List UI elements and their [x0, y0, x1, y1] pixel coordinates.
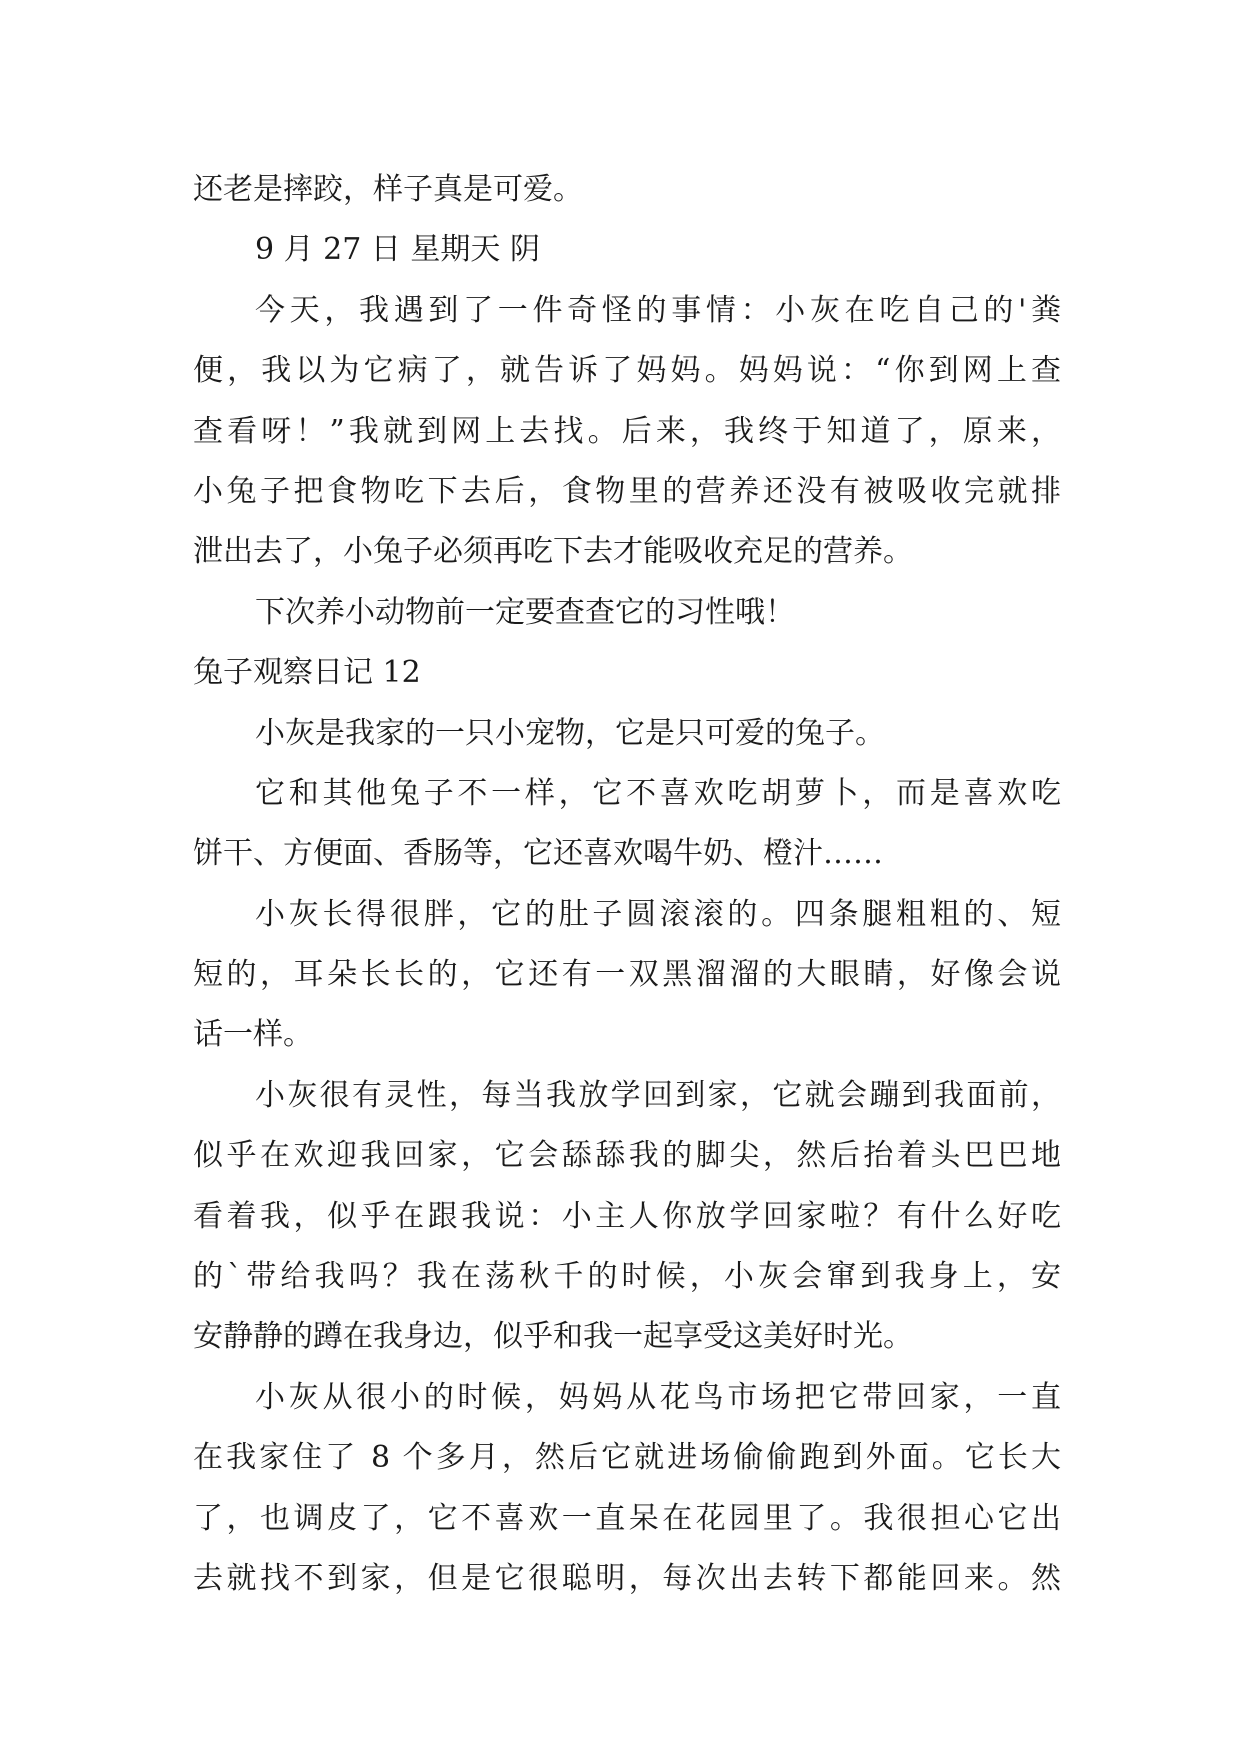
- text-line: 去就找不到家，但是它很聪明，每次出去转下都能回来。然: [193, 1560, 1061, 1596]
- text-line: 查看呀！”我就到网上去找。后来，我终于知道了，原来，: [193, 413, 1061, 449]
- text-line: 小兔子把食物吃下去后，食物里的营养还没有被吸收完就排: [193, 473, 1061, 509]
- text-line: 看着我，似乎在跟我说：小主人你放学回家啦？有什么好吃: [193, 1198, 1061, 1234]
- text-line: 下次养小动物前一定要查查它的习性哦！: [255, 594, 795, 630]
- diary-date-line: 9 月 27 日 星期天 阴: [255, 232, 540, 268]
- text-line: 短的，耳朵长长的，它还有一双黑溜溜的大眼睛，好像会说: [193, 957, 1061, 993]
- text-line: 它和其他兔子不一样，它不喜欢吃胡萝卜，而是喜欢吃: [255, 775, 1061, 811]
- text-line: 小灰很有灵性，每当我放学回到家，它就会蹦到我面前，: [255, 1077, 1061, 1113]
- text-line: 似乎在欢迎我回家，它会舔舔我的脚尖，然后抬着头巴巴地: [193, 1138, 1061, 1174]
- text-line: 了，也调皮了，它不喜欢一直呆在花园里了。我很担心它出: [193, 1500, 1061, 1536]
- document-body: [193, 160, 1061, 1609]
- text-line: 还老是摔跤，样子真是可爱。: [193, 172, 583, 207]
- text-line: 话一样。: [193, 1017, 313, 1053]
- text-line: 小灰是我家的一只小宠物，它是只可爱的兔子。: [255, 715, 885, 751]
- text-line: 饼干、方便面、香肠等，它还喜欢喝牛奶、橙汁……: [193, 836, 883, 872]
- text-line: 泄出去了，小兔子必须再吃下去才能吸收充足的营养。: [193, 534, 913, 570]
- text-line: 的`带给我吗？我在荡秋千的时候，小灰会窜到我身上，安: [193, 1259, 1061, 1295]
- text-line: 今天，我遇到了一件奇怪的事情：小灰在吃自己的'粪: [255, 292, 1061, 328]
- section-heading: 兔子观察日记 12: [193, 655, 421, 691]
- text-line: 在我家住了 8 个多月，然后它就进场偷偷跑到外面。它长大: [193, 1440, 1061, 1476]
- text-line: 小灰长得很胖，它的肚子圆滚滚的。四条腿粗粗的、短: [255, 896, 1061, 932]
- text-line: 小灰从很小的时候，妈妈从花鸟市场把它带回家，一直: [255, 1379, 1061, 1415]
- text-line: 便，我以为它病了，就告诉了妈妈。妈妈说：“你到网上查: [193, 353, 1061, 389]
- text-line: 安静静的蹲在我身边，似乎和我一起享受这美好时光。: [193, 1319, 913, 1355]
